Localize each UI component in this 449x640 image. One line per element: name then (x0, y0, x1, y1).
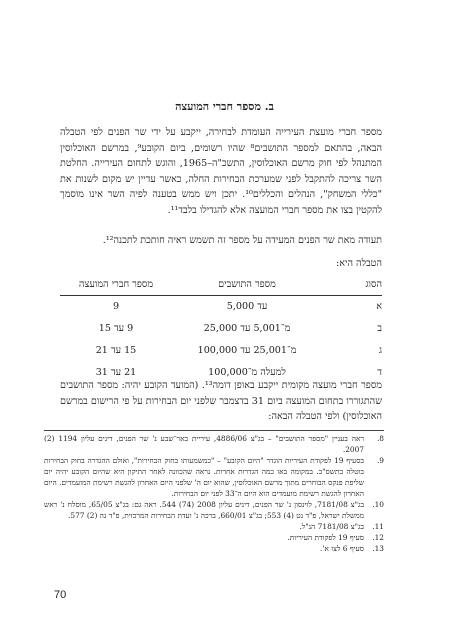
paragraph-local-council: מספר חברי מועצה מקומית ייקבע באופן דומה¹³. (המועד הקובע יהיה: מספר התושבים שהתגוררו בתחום המועצה ביום 31 בדצמבר שלפני יום הבחירות על פי הרישום במרשם האוכלוסין) ולפי הטבלה הבאה: (60, 380, 382, 423)
table-row (60, 296, 382, 319)
table-cell-type: ג (378, 345, 382, 356)
council-size-table (60, 275, 382, 384)
table-row (60, 340, 382, 362)
footnote (44, 543, 384, 554)
footnote-number: 9. (376, 456, 384, 465)
footnote-text: בג"צ 7181/08, לוינסון נ' שר הפנים, דינים עליון 2008 (74) 544. ראה גם: בג"צ 65/05, מוסלח נ' ראש ממשלת ישראל, פ"ד נט (4) 553; בג"צ 660/01, ברכה נ' ועדת הבחירות המרכזית, פ"ד נה (2) 577. (44, 500, 365, 520)
paragraph-table-intro: הטבלה היא: (335, 258, 382, 269)
footnote-number: 8. (376, 434, 384, 443)
footnote-text: סעיף 6 לצו א'. (320, 544, 364, 553)
footnote (44, 455, 384, 499)
table-header-row (60, 275, 382, 296)
table-cell-residents: מ־5,001 עד 25,000 (203, 323, 291, 334)
footnote-number: 12. (372, 533, 384, 542)
table-cell-type: ב (377, 323, 382, 334)
table-cell-members: 9 עד 15 (98, 323, 134, 334)
footnote (44, 521, 384, 532)
footnote-number: 10. (372, 500, 384, 509)
footnote-text: בג"צ 7181/08 הנ"ל. (299, 522, 364, 531)
section-heading: ב. מספר חברי המועצה (175, 100, 274, 113)
table-cell-members: 9 (112, 301, 120, 312)
footnote-text: ראה בעניין "מספר התושבים" – בג"צ 4886/06, עיריית באר־שבע נ' שר הפנים, דינים עליון 1194 (2) 2007. (44, 434, 365, 454)
table-cell-members: 21 עד 31 (95, 367, 137, 378)
paragraph-certificate: תעודה מאת שר הפנים המעידה על מספר זה תשמש ראיה חותכת לתכנה¹². (102, 235, 382, 246)
table-header-type: הסוג (322, 275, 382, 296)
footnote-number: 11. (372, 522, 384, 531)
table-header-members: מספר חברי המועצה (60, 275, 172, 296)
footnote (44, 433, 384, 455)
table-cell-members: 15 עד 21 (95, 345, 137, 356)
footnotes (44, 430, 384, 554)
table-header-residents: מספר התושבים (172, 275, 322, 296)
table-cell-residents: עד 5,000 (226, 301, 268, 312)
table-row (60, 318, 382, 340)
footnote-number: 13. (372, 544, 384, 553)
footnote (44, 532, 384, 543)
paragraph-council-size: מספר חברי מועצת העירייה העומדת לבחירה, ייקבע על ידי שר הפנים לפי הטבלה הבאה, בהתאם למספר התושבים⁸ שהיו רשומים, ביום הקובע⁹, במרשם האוכלוסין המתנהל לפי חוק מרשם האוכלוסין, התשכ"ה–1965, והוגש לתחום העירייה. החלטת השר צריכה להתקבל לפני שמערכת הבחירות החלה, כאשר עדיין יש מקום לשנות את "כללי המשחק", הנהלים והכללים¹⁰. יתכן ויש ממש בטענה לפיה השר אינו מוסמך להקטין בצו את מספר חברי המועצה אלא להגדילו בלבד¹¹. (60, 127, 382, 216)
table-cell-residents: למעלה מ־100,000 (208, 367, 286, 378)
table-cell-type: א (376, 301, 382, 312)
footnote-text: בסעיף 19 לפקודת העיריות הוגדר "היום הקובע" – "כמשמעותו בחוק הבחירות", ואולם ההגדרה בחוק הבחירות בוטלה בתשס"ב. במקומה באו כמה הגדרות אחרות. נראה שהכוונה לאחר התיקון היא שהיום הקובע יהיה יום שליפת פנקס הבוחרים מתוך מרשם האוכלוסין, שהוא יום ה' שלפני היום האחרון להגשת רשימת המועמדים. היום האחרון להגשת רשימת מועמדים הוא היום ה־33 לפני יום הבחירות. (44, 456, 364, 498)
footnote (44, 499, 384, 521)
footnote-text: סעיף 19 לפקודת העיריות. (287, 533, 364, 542)
page-number: 70 (54, 589, 67, 601)
table-cell-type: ד (377, 367, 382, 378)
table-cell-residents: מ־25,001 עד 100,000 (197, 345, 297, 356)
